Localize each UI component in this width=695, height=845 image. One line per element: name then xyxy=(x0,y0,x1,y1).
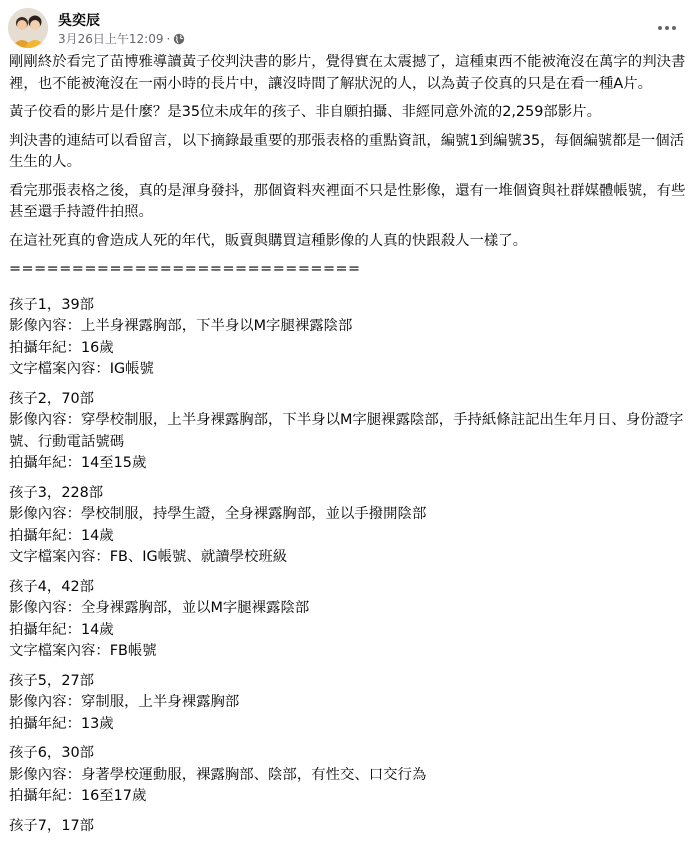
child-entry xyxy=(9,295,687,381)
post-meta xyxy=(58,30,185,47)
post-body xyxy=(9,52,687,845)
author-name[interactable]: 吳奕辰 xyxy=(58,13,100,29)
post-paragraph: 看完那張表格之後，真的是渾身發抖，那個資料夾裡面不只是性影像，還有一堆個資與社群媒體帳號，有些甚至還手持證件拍照。 xyxy=(9,182,686,220)
meta-separator: · xyxy=(166,31,171,46)
child-content: 影像內容：身著學校運動服，裸露胸部、陰部，有性交、口交行為 xyxy=(9,766,427,783)
child-entry xyxy=(9,671,687,736)
child-text: 文字檔案內容：FB、IG帳號、就讀學校班級 xyxy=(9,549,288,565)
more-options-button[interactable] xyxy=(653,14,681,42)
child-title: 孩子5，27部 xyxy=(9,672,95,689)
child-content: 影像內容：學校制服，持學生證，全身裸露胸部，並以手撥開陰部 xyxy=(9,506,427,522)
child-title: 孩子4，42部 xyxy=(9,578,95,595)
child-age: 拍攝年紀：14歲 xyxy=(9,527,114,544)
post-paragraph: 黃子佼看的影片是什麼？是35位未成年的孩子、非自願拍攝、非經同意外流的2,259部影片。 xyxy=(9,104,601,120)
avatar-photo xyxy=(8,8,48,48)
child-entry xyxy=(9,816,687,838)
child-content: 影像內容：全身裸露胸部，並以M字腿裸露陰部 xyxy=(9,600,310,616)
post-paragraph: 判決書的連結可以看留言，以下摘錄最重要的那張表格的重點資訊，編號1到編號35，每個編號都是一個活生生的人。 xyxy=(9,132,685,170)
child-age: 拍攝年紀：16歲 xyxy=(9,339,114,356)
child-title: 孩子6，30部 xyxy=(9,745,95,761)
child-age: 拍攝年紀：14至15歲 xyxy=(9,455,147,471)
child-title: 孩子2，70部 xyxy=(9,390,95,407)
child-age: 拍攝年紀：16至17歲 xyxy=(9,788,147,804)
child-title: 孩子1，39部 xyxy=(9,296,95,313)
child-entry xyxy=(9,389,687,475)
child-content: 影像內容：穿制服，上半身裸露胸部 xyxy=(9,694,240,710)
child-age: 拍攝年紀：13歲 xyxy=(9,715,114,732)
child-entry xyxy=(9,483,687,569)
child-text: 文字檔案內容：IG帳號 xyxy=(9,361,154,377)
child-text: 文字檔案內容：FB帳號 xyxy=(9,643,157,659)
post-timestamp[interactable]: 3月26日上午12:09 xyxy=(58,32,164,46)
separator-line: ============================ xyxy=(9,261,361,277)
post-paragraph: 剛剛終於看完了苗博雅導讀黃子佼判決書的影片，覺得實在太震撼了，這種東西不能被淹沒在萬字的判決書裡，也不能被淹沒在一兩小時的長片中，讓沒時間了解狀況的人，以為黃子佼真的只是在看一種A片。 xyxy=(9,54,686,92)
child-title: 孩子7，17部 xyxy=(9,817,95,834)
post-paragraph: 在這社死真的會造成人死的年代，販賣與購買這種影像的人真的快跟殺人一樣了。 xyxy=(9,232,528,249)
child-entry xyxy=(9,577,687,663)
globe-icon xyxy=(173,33,185,45)
child-age: 拍攝年紀：14歲 xyxy=(9,621,114,638)
child-content: 影像內容：上半身裸露胸部，下半身以M字腿裸露陰部 xyxy=(9,318,353,334)
avatar[interactable] xyxy=(8,8,48,48)
more-horizontal-icon xyxy=(657,25,677,31)
post-header xyxy=(8,8,687,48)
child-content: 影像內容：穿學校制服，上半身裸露胸部，下半身以M字腿裸露陰部，手持紙條註記出生年月日、身份證字號、行動電話號碼 xyxy=(9,412,684,450)
child-entry xyxy=(9,743,687,808)
child-title: 孩子3，228部 xyxy=(9,484,104,501)
